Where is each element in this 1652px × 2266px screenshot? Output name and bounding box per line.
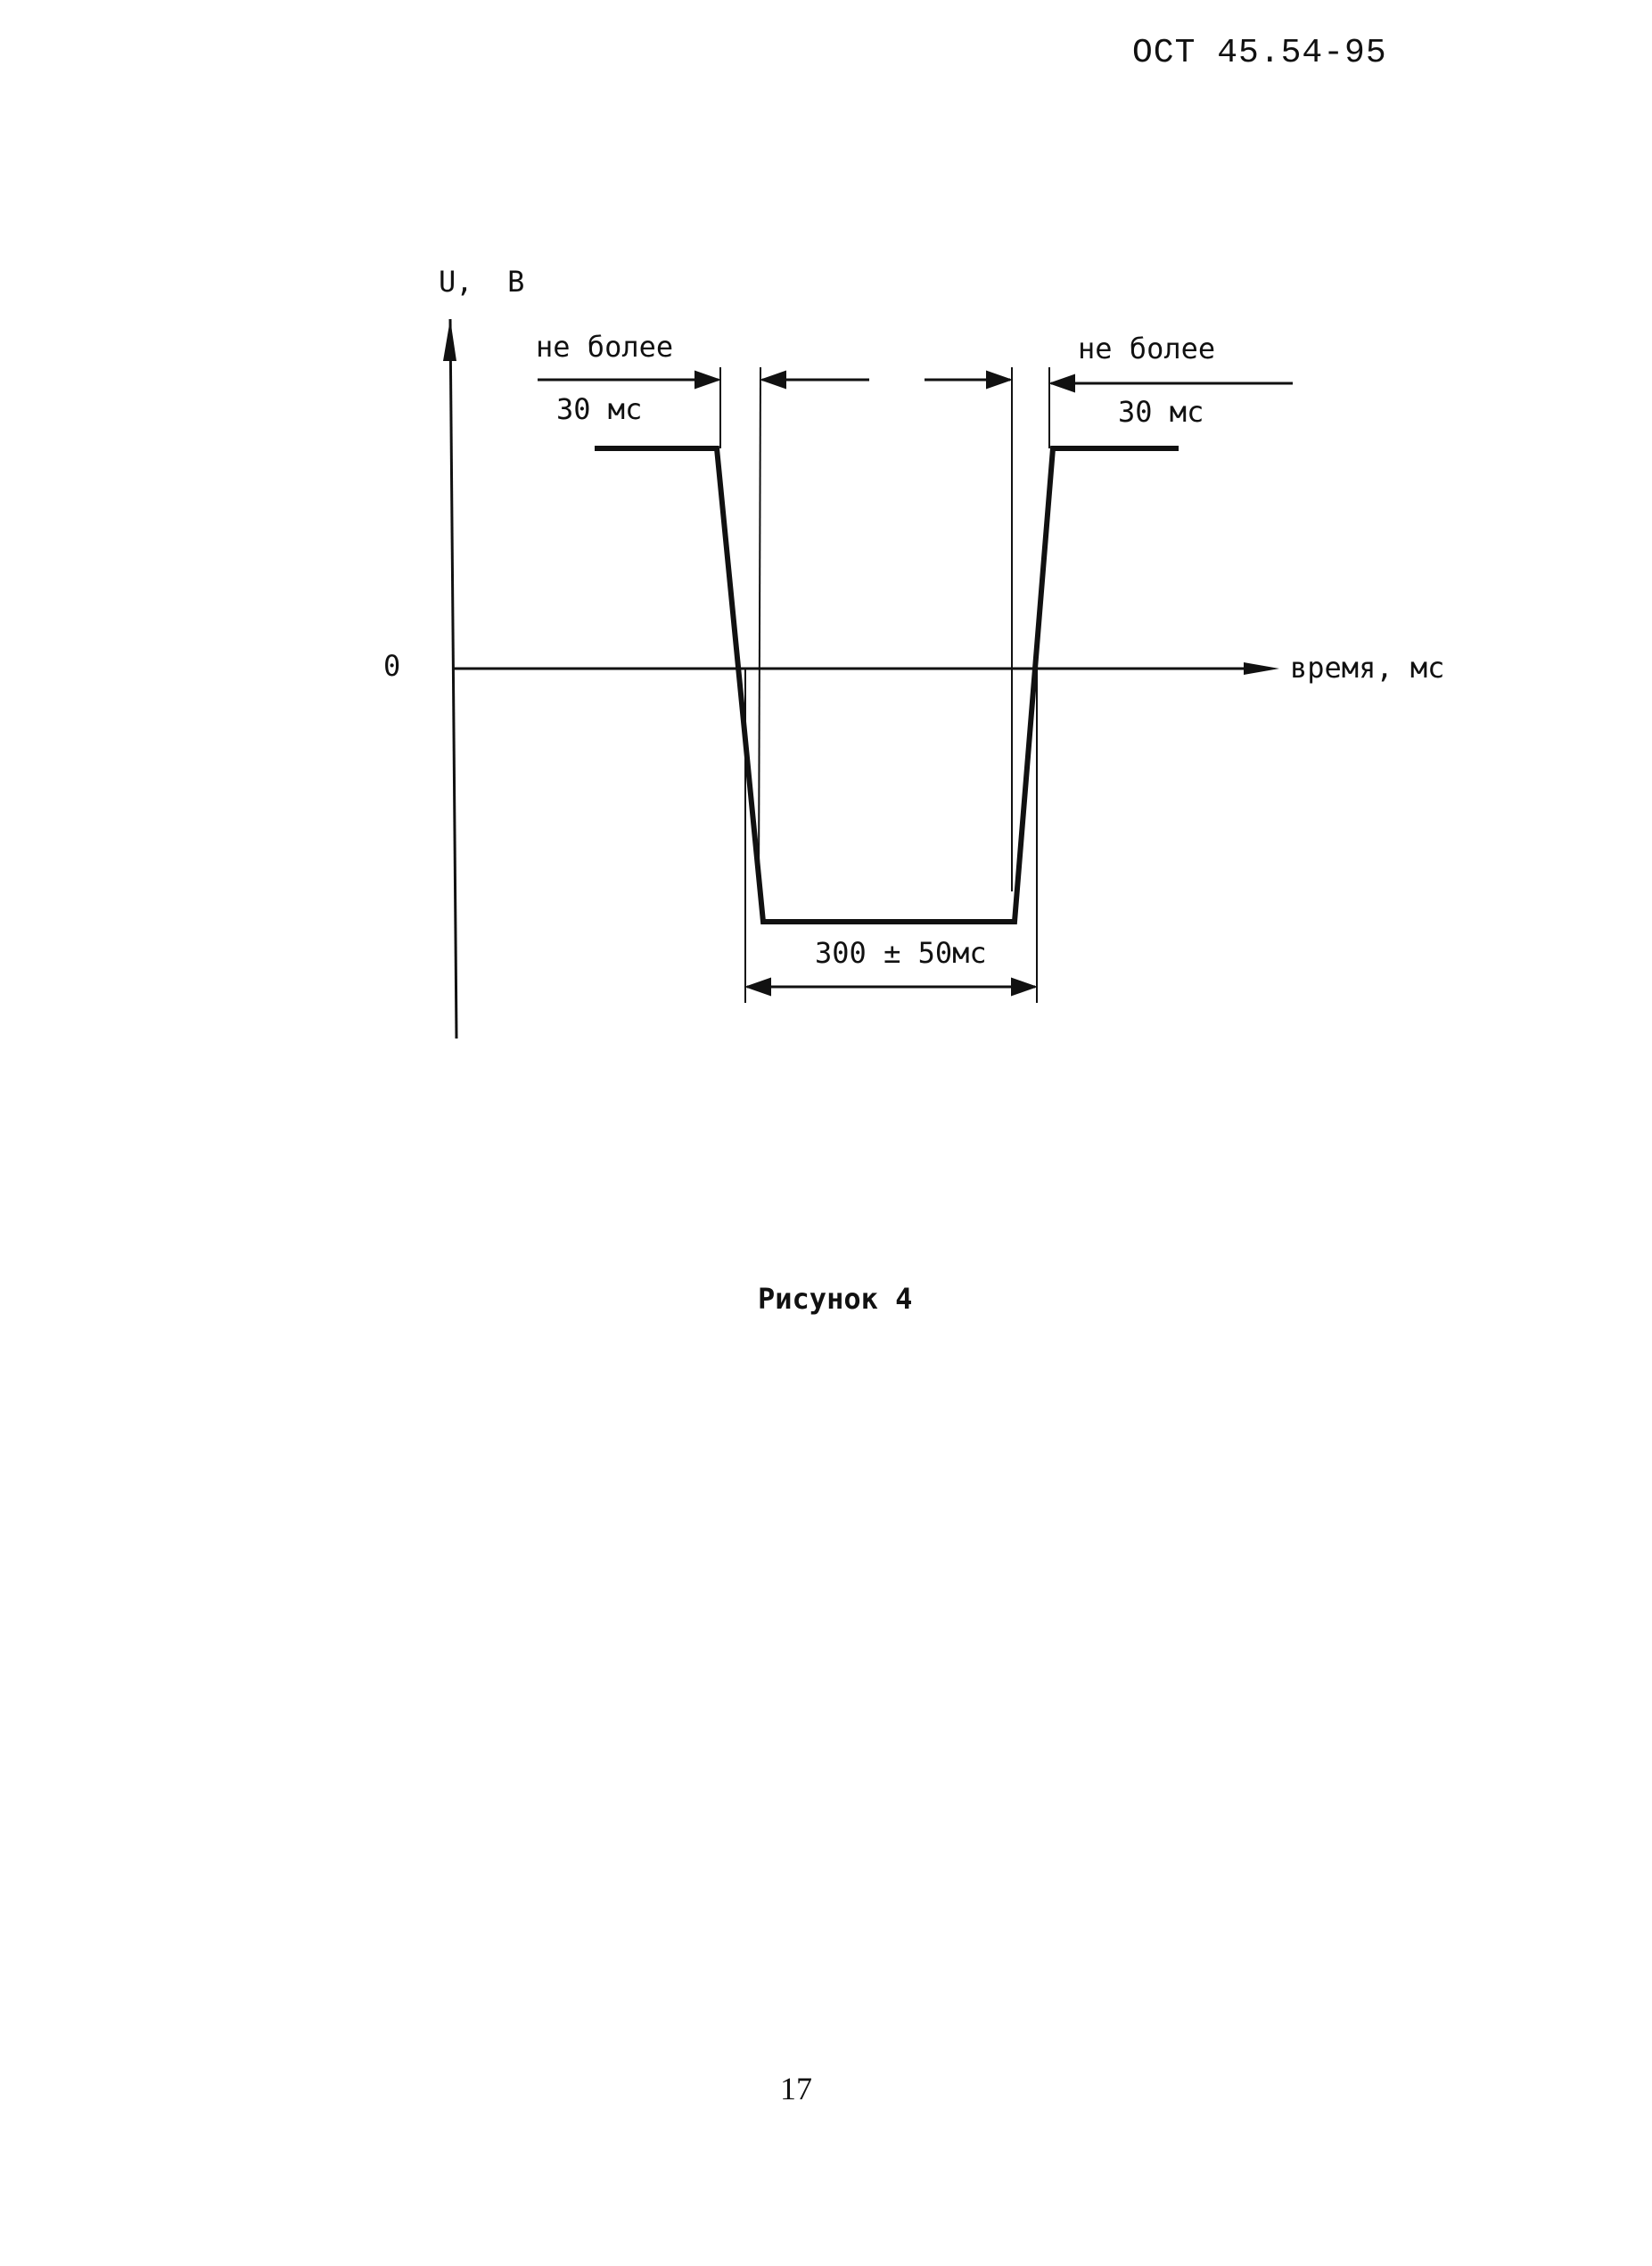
document-code: ОСТ 45.54-95: [1132, 34, 1387, 72]
extension-line-left-fall-end: [759, 367, 760, 891]
pulse-duration-label: 300 ± 50мс: [815, 936, 987, 970]
page-number: 17: [780, 2071, 812, 2106]
y-axis: [450, 319, 456, 1039]
x-axis-label: время, мс: [1290, 651, 1445, 685]
right-annotation-line2: 30 мс: [1118, 395, 1204, 429]
pulse-waveform: [595, 448, 1179, 922]
zero-label: 0: [383, 649, 401, 683]
x-axis-arrowhead: [1244, 662, 1279, 675]
figure-caption: Рисунок 4: [758, 1282, 913, 1316]
right-annotation-line1: не более: [1078, 332, 1216, 365]
y-axis-label: U, B: [439, 265, 525, 299]
left-annotation-line1: не более: [536, 330, 674, 364]
left-annotation-line2: 30 мс: [556, 392, 643, 426]
y-axis-arrowhead: [443, 319, 456, 361]
